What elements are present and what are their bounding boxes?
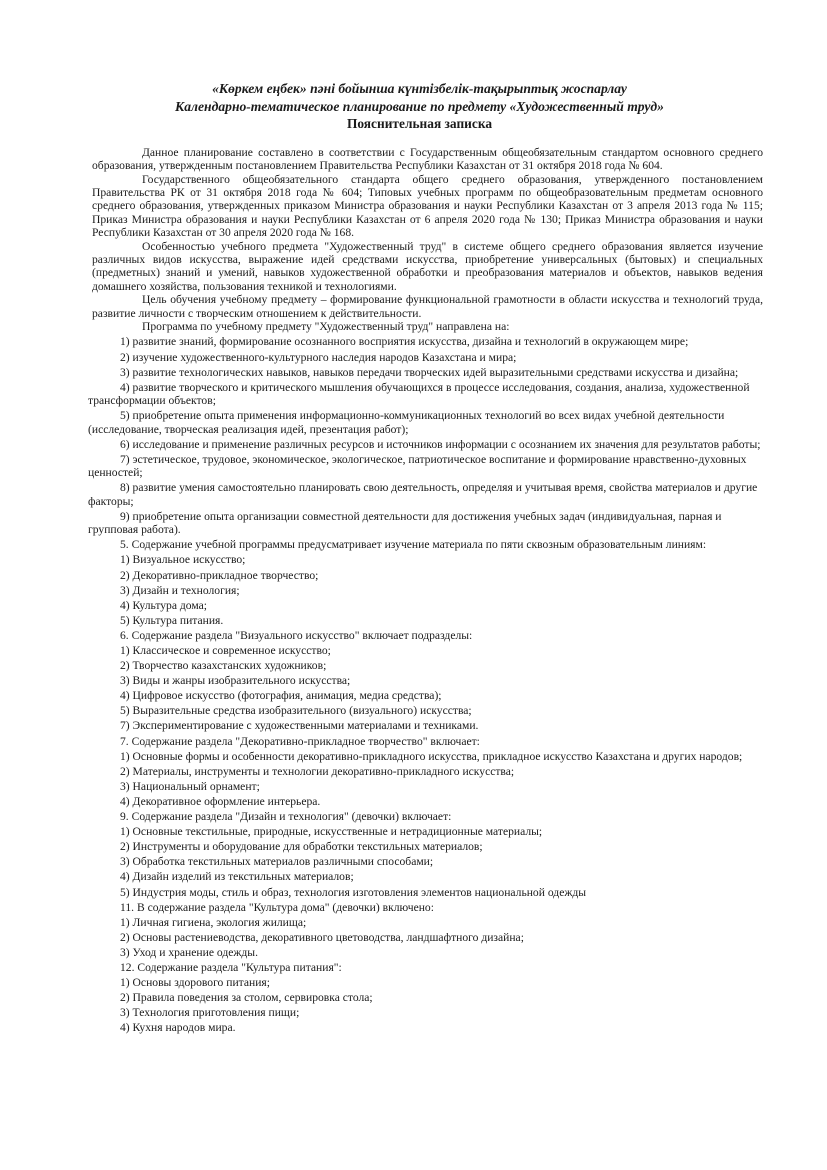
list-item: 2) Декоративно-прикладное творчество; — [120, 568, 319, 582]
list-item: 1) Личная гигиена, экология жилища; — [120, 915, 307, 929]
list-item: 3) Технология приготовления пищи; — [120, 1006, 300, 1020]
list-item: 5) Выразительные средства изобразительного (визуального) искусства; — [120, 704, 472, 718]
section-heading: 11. В содержание раздела "Культура дома" (девочки) включено: — [120, 900, 434, 914]
list-item: 5) Культура питания. — [120, 613, 224, 627]
list-item: 1) Основы здорового питания; — [120, 976, 270, 990]
list-item: 5) Индустрия моды, стиль и образ, технология изготовления элементов национальной одежды — [120, 885, 587, 899]
document-header — [76, 80, 763, 133]
paragraph: Программа по учебному предмету "Художественный труд" направлена на: — [142, 320, 510, 334]
list-item: 4) Цифровое искусство (фотография, анимация, медиа средства); — [120, 689, 442, 703]
list-item: 1) Визуальное искусство; — [120, 553, 246, 567]
list-item: 3) Уход и хранение одежды. — [120, 945, 258, 959]
paragraph: Особенностью учебного предмета "Художественный труд" в системе общего среднего образования является изучение различных видов искусства, выражение идей средствами искусства, приобретение универсальных (бытовых) и специальных (предметных) знаний и умений, навыков художественной обработки и преобразования материалов и объектов, навыков ведения домашнего хозяйства, пользования техникой и технологиями. — [92, 239, 763, 293]
list-item: 1) Классическое и современное искусство; — [120, 644, 331, 657]
document-subtitle: Пояснительная записка — [346, 116, 493, 132]
list-item: 2) Материалы, инструменты и технологии декоративно-прикладного искусства; — [120, 764, 515, 778]
list-item: 4) Декоративное оформление интерьера. — [120, 794, 321, 808]
list-item: 4) Культура дома; — [120, 598, 207, 612]
list-item: 1) Основные формы и особенности декоративно-прикладного искусства, прикладное искусство Казахстана и других народов; — [120, 749, 743, 763]
section-heading: 6. Содержание раздела "Визуального искусство" включает подразделы: — [120, 628, 473, 642]
section-heading: 5. Содержание учебной программы предусматривает изучение материала по пяти сквозным образовательным линиям: — [120, 538, 707, 552]
section-heading: 9. Содержание раздела "Дизайн и технология" (девочки) включает: — [120, 810, 452, 824]
paragraph: Цель обучения учебному предмету – формирование функциональной грамотности в области искусства и технологий труда, развитие личности с творческим отношением к действительности. — [92, 293, 763, 320]
list-item: 1) развитие знаний, формирование осознанного восприятия искусства, дизайна и технологий в окружающем мире; — [120, 335, 689, 349]
list-item: 2) изучение художественного-культурного наследия народов Казахстана и мира; — [120, 350, 517, 364]
list-item: 9) приобретение опыта организации совместной деятельности для достижения учебных задач (индивидуальная, парная и групповая работа). — [88, 509, 722, 537]
section-heading: 12. Содержание раздела "Культура питания": — [120, 960, 342, 974]
list-item: 5) приобретение опыта применения информационно-коммуникационных технологий во всех видах учебной деятельности (исследование, творческая реализация идей, презентация работ); — [88, 409, 725, 436]
paragraph: Государственного общеобязательного стандарта общего среднего образования, утвержденного постановлением Правительства РК от 31 октября 2018 года № 604; Типовых учебных программ по общеобразовательным предметам основного среднего образования, утвержденных приказом Министра образования и науки Республики Казахстан от 3 апреля 2013 года № 115; Приказ Министра образования и науки Республики Казахстан от 6 апреля 2020 года № 130; Приказ Министра образования и науки Республики Казахстан от 30 апреля 2020 года № 168. — [92, 172, 763, 240]
section-heading: 7. Содержание раздела "Декоративно-прикладное творчество" включает: — [120, 734, 480, 748]
list-item: 3) Дизайн и технология; — [120, 583, 240, 597]
list-item: 4) Кухня народов мира. — [120, 1021, 236, 1035]
list-item: 3) Обработка текстильных материалов различными способами; — [120, 855, 434, 869]
list-item: 6) исследование и применение различных ресурсов и источников информации с осознанием их значения для результатов работы; — [120, 437, 761, 451]
list-item: 1) Основные текстильные, природные, искусственные и нетрадиционные материалы; — [120, 825, 543, 839]
list-item: 2) Инструменты и оборудование для обработки текстильных материалов; — [120, 840, 483, 854]
document-title-kazakh: «Көркем еңбек» пәні бойынша күнтізбелік-тақырыптық жоспарлау — [212, 81, 627, 96]
document-title-russian: Календарно-тематическое планирование по предмету «Художественный труд» — [175, 98, 664, 114]
list-item: 4) Дизайн изделий из текстильных материалов; — [120, 870, 354, 884]
list-item: 8) развитие умения самостоятельно планировать свою деятельность, определяя и учитывая время, свойства материалов и другие факторы; — [88, 481, 758, 508]
list-item: 2) Основы растениеводства, декоративного цветоводства, ландшафтного дизайна; — [120, 930, 524, 944]
list-item: 3) развитие технологических навыков, навыков передачи творческих идей выразительными средствами искусства и дизайна; — [120, 365, 739, 379]
document-body — [88, 146, 763, 1035]
paragraph: Данное планирование составлено в соответствии с Государственным общеобязательным стандартом основного среднего образования, утвержденным постановлением Правительства Республики Казахстан от 31 октября 2018 года № 604. — [92, 145, 763, 173]
list-item: 2) Творчество казахстанских художников; — [120, 659, 327, 673]
list-item: 7) Экспериментирование с художественными материалами и техниками. — [120, 719, 479, 733]
list-item: 2) Правила поведения за столом, сервировка стола; — [120, 991, 373, 1005]
list-item: 3) Виды и жанры изобразительного искусства; — [120, 674, 351, 688]
list-item: 7) эстетическое, трудовое, экономическое, экологическое, патриотическое воспитание и формирование нравственно-духовных ценностей; — [88, 452, 747, 480]
list-item: 3) Национальный орнамент; — [120, 779, 260, 793]
list-item: 4) развитие творческого и критического мышления обучающихся в процессе исследования, создания, анализа, художественной трансформации объектов; — [88, 380, 750, 408]
